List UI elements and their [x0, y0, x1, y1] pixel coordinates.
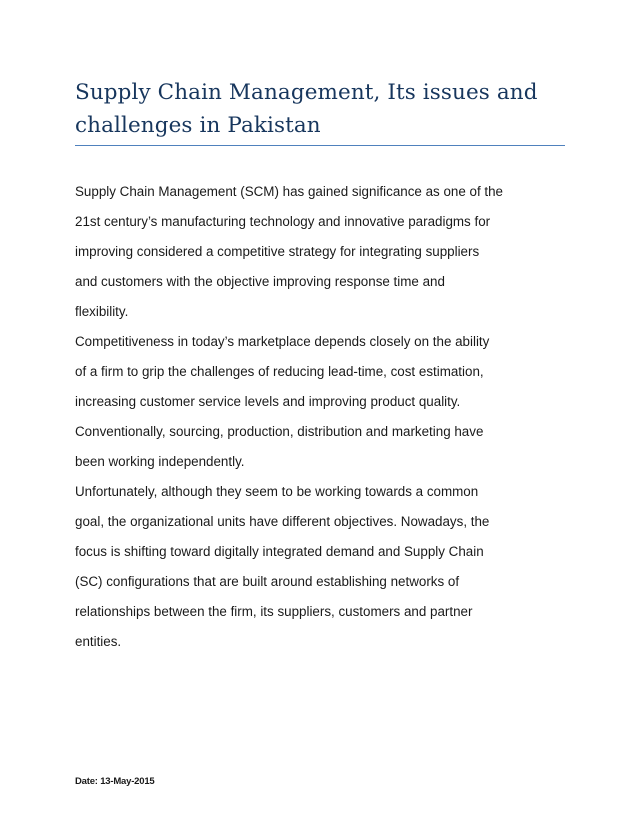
text-line: entities. — [75, 634, 122, 649]
text-line: Unfortunately, although they seem to be working towards a common — [75, 484, 479, 499]
text-line: of a firm to grip the challenges of reducing lead-time, cost estimation, — [75, 364, 484, 379]
text-line: Conventionally, sourcing, production, distribution and marketing have — [75, 424, 484, 439]
text-line: improving considered a competitive strategy for integrating suppliers — [75, 244, 480, 259]
title-underline-divider — [75, 145, 565, 146]
text-line: relationships between the firm, its suppliers, customers and partner — [75, 604, 473, 619]
paragraph-organizational-units — [75, 477, 575, 657]
text-line: Supply Chain Management (SCM) has gained significance as one of the — [75, 184, 504, 199]
document-body — [75, 177, 575, 657]
title-line: Supply Chain Management, Its issues and — [75, 80, 538, 105]
text-line: 21st century’s manufacturing technology and innovative paradigms for — [75, 214, 491, 229]
title-line: challenges in Pakistan — [75, 113, 321, 138]
paragraph-scm-intro — [75, 177, 575, 327]
paragraph-competitiveness — [75, 327, 575, 477]
text-line: increasing customer service levels and improving product quality. — [75, 394, 461, 409]
text-line: Competitiveness in today’s marketplace depends closely on the ability — [75, 334, 490, 349]
text-line: focus is shifting toward digitally integrated demand and Supply Chain — [75, 544, 484, 559]
text-line: flexibility. — [75, 304, 129, 319]
text-line: goal, the organizational units have different objectives. Nowadays, the — [75, 514, 490, 529]
text-line: and customers with the objective improving response time and — [75, 274, 445, 289]
text-line: been working independently. — [75, 454, 245, 469]
text-line: (SC) configurations that are built around establishing networks of — [75, 574, 460, 589]
footer-date: Date: 13-May-2015 — [75, 776, 155, 787]
document-title — [75, 76, 575, 142]
